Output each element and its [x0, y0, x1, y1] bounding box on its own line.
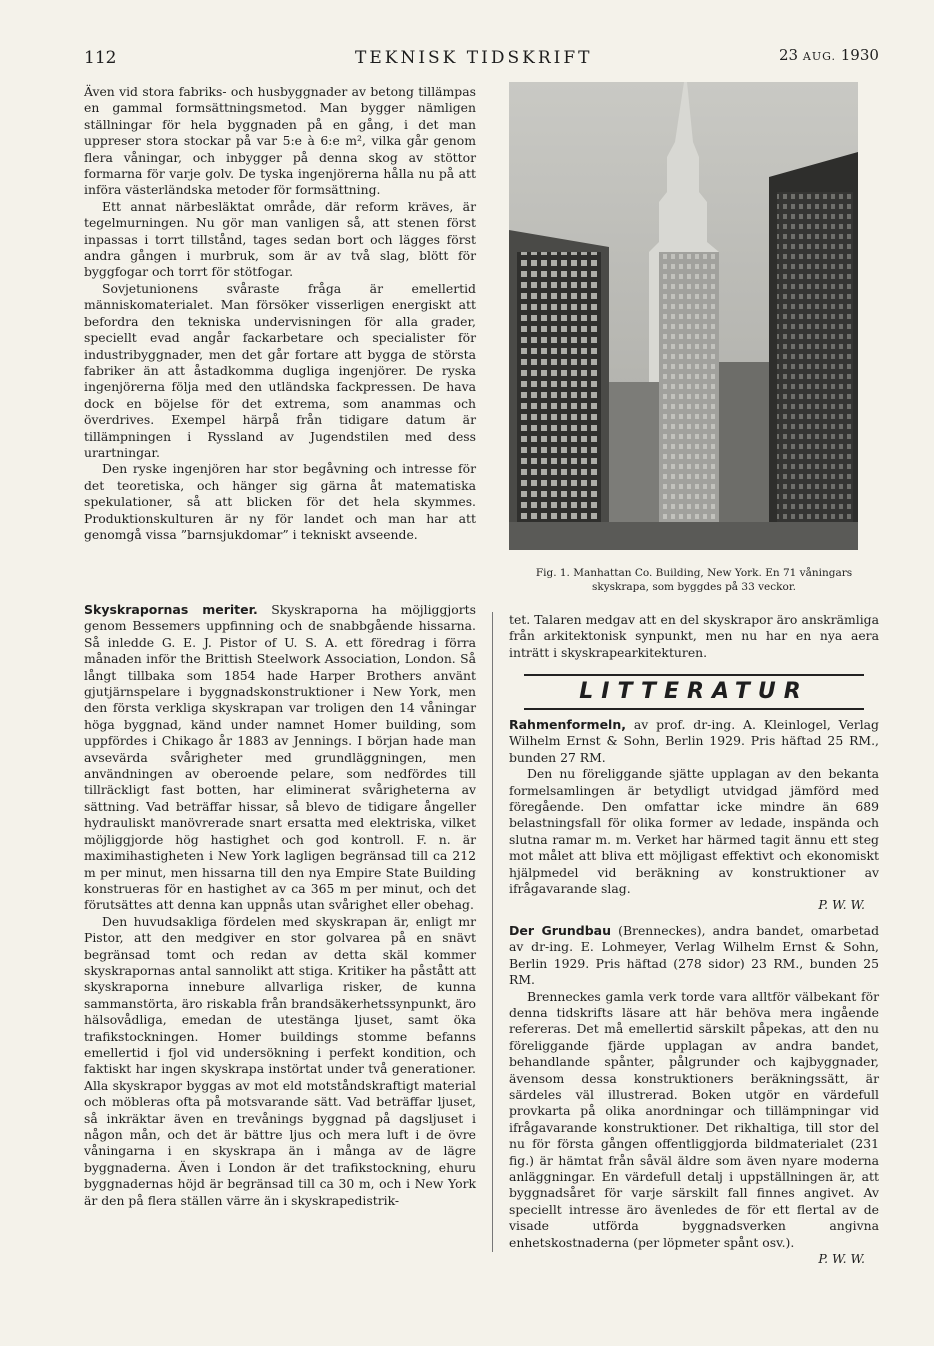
review-meta: av prof. dr-ing. A. Kleinlogel, Verlag Wilhelm Ernst & Sohn, Berlin 1929. Pris häftad 25 RM., bunden 27 RM.: [509, 717, 879, 765]
date-day: 23: [779, 46, 799, 64]
section-title-litteratur: LITTERATUR: [524, 674, 864, 710]
review-body: Brenneckes gamla verk torde vara alltför välbekant för denna tidskrifts läsare att här behöva mera ingående refereras. Det må emellertid särskilt påpekas, att den nu föreliggande fjärde upplagan av andra bandet, behandlande spånter, pålgrunder och kajbyggnader, ävensom dessa konstruktioners beräkningssätt, är särdeles väl illustrerad. Boken utgör en värdefull provkarta på olika anordningar och tillämpningar vid ifrågavarande konstruktioner. Det rikhaltiga, till stor del nu för första gången offentliggjorda bildmaterialet (231 fig.) är hämtat från såväl äldre som även nyare moderna anläggningar. En värdefull detalj i uppställningen är, att byggnadsåret för varje särskilt fall finnes angivet. Av speciellt intresse äro ävenledes de för ett flertal av de visade utförda byggnadsverken angivna enhetskostnaderna (per löpmeter spånt osv.).: [509, 988, 879, 1250]
issue-date: [779, 46, 879, 64]
column-divider: [492, 612, 493, 1252]
section-heading: Skyskrapornas meriter.: [84, 602, 258, 617]
journal-title: TEKNISK TIDSKRIFT: [355, 48, 593, 68]
review-title: Rahmenformeln,: [509, 717, 626, 732]
paragraph: Den ryske ingenjören har stor begåvning och intresse för det teoretiska, och hänger sig gärna åt matematiska spekulationer, så att blicken för det hela skymmes. Produktionskulturen är ny för landet och man har att genomgå vissa ”barnsjukdomar” i tekniskt avseende.: [84, 461, 476, 542]
skyscraper-article: [84, 602, 476, 1209]
skyscraper-article-end: [509, 612, 879, 661]
date-year: 1930: [840, 46, 879, 64]
review-signature: P. W. W.: [818, 897, 865, 913]
paragraph: Sovjetunionens svåraste fråga är emellertid människomaterialet. Man försöker visserligen energiskt att befordra den tekniska undervisningen för alla grader, speciellt evad angår fackarbetare och specialister för industribyggnader, men det går fortare att bygga de största fabriker än att åstadkomma dugliga ingenjörer. De ryska ingenjörerna följa med den utländska fackpressen. De hava dock en böjelse för det extrema, som anammas och överdrives. Exempel härpå från tidigare datum är tillämpningen i Ryssland av Jugendstilen med dess urartningar.: [84, 280, 476, 460]
article-continuation: [84, 84, 476, 543]
paragraph: Även vid stora fabriks- och husbyggnader av betong tillämpas en gammal formsättningsmetod. Man bygger nämligen ställningar för hela byggnaden på en gång, i det man uppreser stora stockar på var 5:e à 6:e m², vilka går genom flera våningar, och inbygger på denna skog av stöttor formarna för varje golv. De tyska ingenjörerna hålla nu på att införa västerländska metoder för formsättning.: [84, 84, 476, 198]
paragraph: [84, 602, 476, 914]
review-header: [509, 717, 879, 766]
paragraph-text: Skyskraporna ha möjliggjorts genom Bessemers uppfinning och de snabbgående hissarna. Så inledde G. E. J. Pistor of U. S. A. ett föredrag i förra månaden inför the Brittish Steelwork Association, London. Så långt tillbaka som 1854 hade Harper Brothers använt gjutjärnspelare i byggnadskonstruktioner i New York, men den första verkliga skyskrapan var troligen den 14 våningar höga byggnad, känd under namnet Homer building, som uppfördes i Chikago år 1883 av Jennings. I början hade man avsevärda svårigheter med grundläggningen, men användningen av oberoende pelare, som nedfördes till tillräckligt fast botten, har eliminerat svårigheterna av sättning. Vad beträffar hissar, så blevo de tidigare ångeller hydrauliskt manövrerade snart ersatta med elektriska, vilket möjliggjorde hög hastighet och god kontroll. F. n. är maximihastigheten i New York lagligen begränsad till ca 212 m per minut, men hissarna till den nya Empire State Building konstrueras för en hastighet av ca 365 m per minut, och det förutsättes att denna kan uppnås utan svårighet eller obehag.: [84, 602, 476, 913]
caption-line: skyskrapa, som byggdes på 33 veckor.: [591, 581, 797, 593]
paragraph: Den huvudsakliga fördelen med skyskrapan är, enligt mr Pistor, att den medgiver en stor golvarea på en snävt begränsad tomt och redan av detta skäl kommer skyskrapornas antal sannolikt att stiga. Kritiker ha påstått att skyskraporna innebure allvarliga risker, de kunna sammanstörta, äro riskabla från brandsäkerhetssynpunkt, äro hälsovådliga, emedan de utestänga ljuset, samt öka trafikstockningen. Homer buildings stomme befanns emellertid i fjol vid undersökning i perfekt kondition, och faktiskt har ingen skyskrapa instörtat under två generationer. Alla skyskrapor byggas av mot eld motståndskraftigt material och möbleras ofta på motsvarande sätt. Vad beträffar ljuset, så inkräktar även en trevånings byggnad på dagsljuset i någon mån, och det är bättre ljus och mera luft i de övre våningarna i en skyskrapa än i många av de lägre byggnaderna. Även i London är det trafikstockning, ehuru byggnadernas höjd är begränsad till ca 30 m, och i New York är den på flera ställen värre än i skyskrapedistrik-: [84, 913, 476, 1208]
paragraph: Ett annat närbesläktat område, där reform kräves, är tegelmurningen. Nu gör man vanligen så, att stenen först inpassas i torrt tillstånd, tages sedan bort och lägges först andra gången i murbruk, som är av två slag, blött för byggfogar och torrt för stötfogar.: [84, 198, 476, 280]
skyscraper-illustration: [509, 82, 858, 550]
page-number: 112: [84, 48, 117, 68]
figure-caption: [509, 566, 879, 594]
review-meta: (Brenneckes), andra bandet, omarbetad av dr-ing. E. Lohmeyer, Verlag Wilhelm Ernst & Sohn, Berlin 1929. Pris häftad (278 sidor) 23 RM., bunden 25 RM.: [509, 922, 879, 988]
review-header: [509, 923, 879, 989]
skyscraper-photo: [509, 82, 858, 550]
paragraph: tet. Talaren medgav att en del skyskrapor äro anskrämliga från arkitektonisk synpunkt, men nu har en nya aera inträtt i skyskrapearkitekturen.: [509, 612, 879, 660]
review-signature: P. W. W.: [818, 1251, 865, 1266]
review-title: Der Grundbau: [509, 922, 611, 938]
review-body: Den nu föreliggande sjätte upplagan av den bekanta formelsamlingen är betydligt utvidgad jämförd med föregående. Den omfattar icke mindre än 689 belastningsfall för olika former av ledade, inspända och slutna ramar m. m. Verket har härmed tagit ännu ett steg mot målet att bliva ett möjligast effektivt och ekonomiskt hjälpmedel vid beräkning av konstruktioner av ifrågavarande slag.: [509, 766, 879, 897]
caption-line: Fig. 1. Manhattan Co. Building, New York. En 71 våningars: [535, 567, 853, 579]
date-month: AUG.: [802, 50, 836, 63]
literature-reviews: [509, 717, 879, 1267]
